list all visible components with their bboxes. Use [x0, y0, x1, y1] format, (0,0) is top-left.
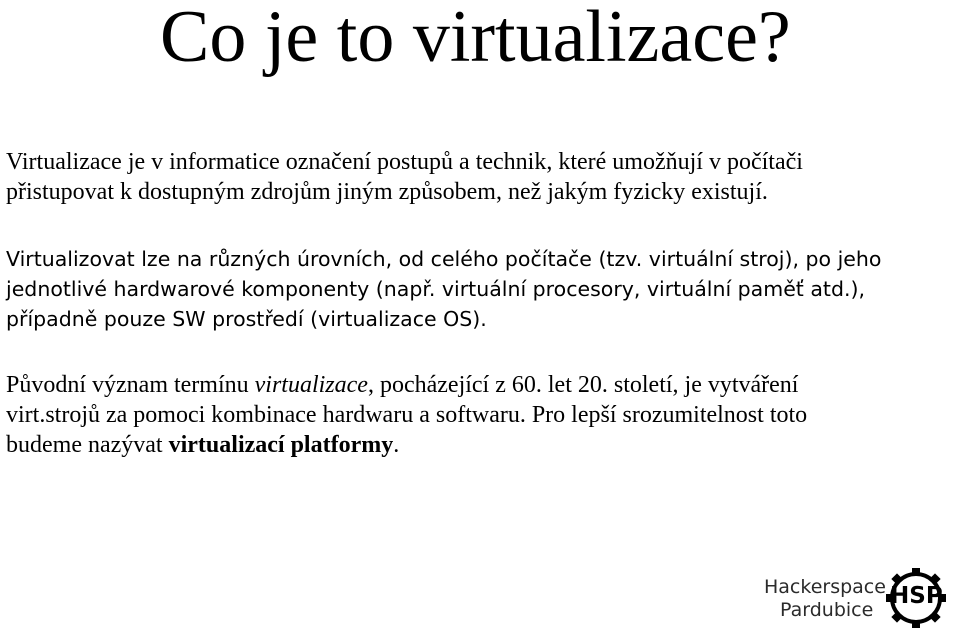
slide-title: Co je to virtualizace?: [160, 0, 791, 78]
bold-term: virtualizací platformy: [168, 432, 394, 458]
italic-term: virtualizace: [254, 372, 368, 398]
text-segment: .: [393, 432, 400, 458]
logo-badge-text: HSP: [890, 583, 943, 609]
logo-text-line1: Hackerspace: [764, 576, 886, 598]
paragraph-line: Virtualizovat lze na různých úrovních, od celého počítače (tzv. virtuální stroj), po jeho: [6, 247, 882, 271]
paragraph-line: [6, 430, 807, 460]
paragraph-line: [6, 370, 807, 400]
text-segment: budeme nazývat: [6, 432, 169, 458]
paragraph-line: přistupovat k dostupným zdrojům jiným způsobem, než jakým fyzicky existují.: [6, 179, 768, 205]
paragraph-history: [6, 370, 807, 460]
gear-badge-icon: [880, 566, 952, 630]
logo-text-line2: Pardubice: [780, 599, 874, 621]
paragraph-definition: [6, 147, 803, 207]
paragraph-line: virt.strojů za pomoci kombinace hardwaru a softwaru. Pro lepší srozumitelnost toto: [6, 402, 808, 428]
hackerspace-logo: [760, 566, 955, 632]
paragraph-line: Virtualizace je v informatice označení postupů a technik, které umožňují v počítači: [6, 149, 803, 175]
paragraph-line: jednotlivé hardwarové komponenty (např. virtuální procesory, virtuální paměť atd.),: [6, 277, 866, 301]
paragraph-levels: [6, 244, 881, 334]
text-segment: , pocházející z 60. let 20. století, je vytváření: [367, 372, 799, 398]
paragraph-line: případně pouze SW prostředí (virtualizace OS).: [6, 307, 487, 331]
text-segment: Původní význam termínu: [6, 372, 255, 398]
